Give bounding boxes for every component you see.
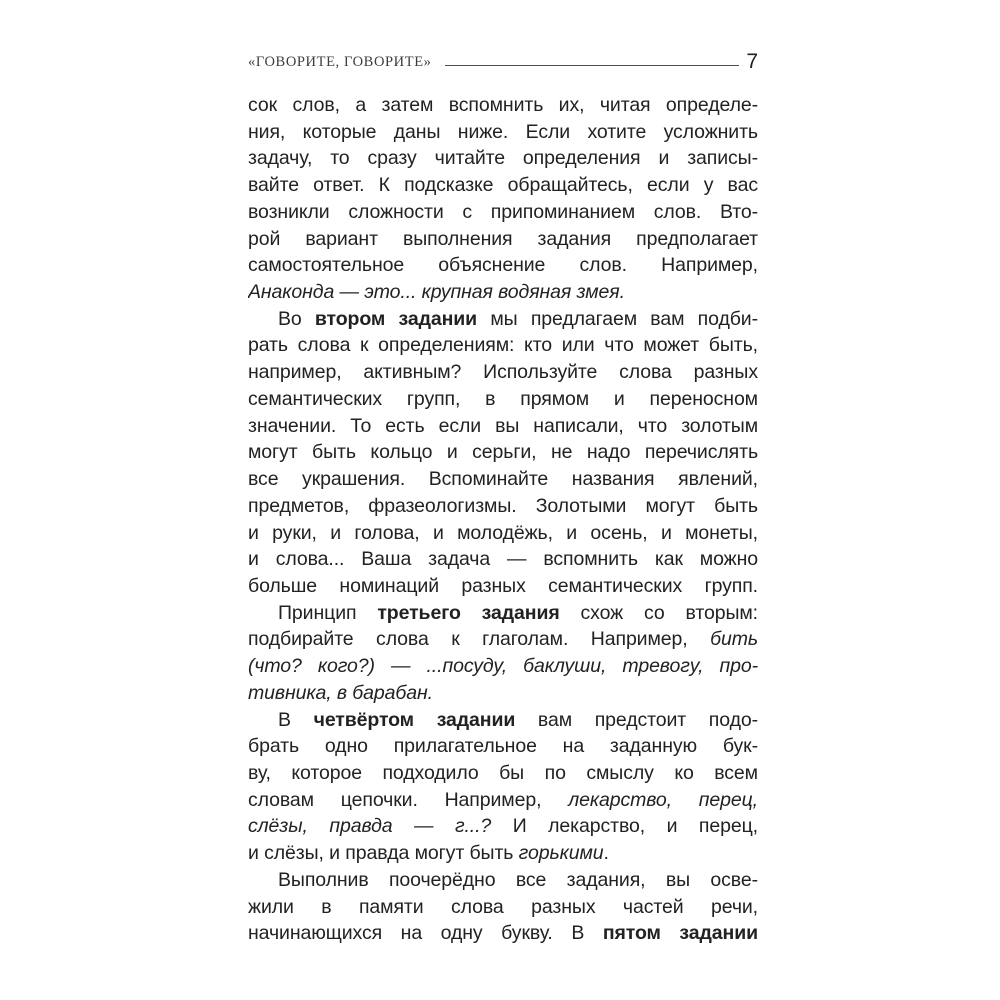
- text-line: рать слова к определениям: кто или что может быть,: [248, 334, 758, 357]
- text-line: например, активным? Используйте слова разных: [248, 361, 758, 384]
- page-number: 7: [746, 50, 758, 73]
- header-rule: [445, 65, 740, 66]
- paragraph: [248, 92, 758, 306]
- text-line: Во втором задании мы предлагаем вам подби-: [278, 307, 758, 330]
- text-line: Анаконда — это... крупная водяная змея.: [248, 281, 625, 304]
- text-line: и слёзы, и правда могут быть горькими.: [248, 842, 609, 865]
- running-header: [248, 50, 758, 72]
- paragraph: [248, 867, 758, 947]
- text-line: все украшения. Вспоминайте названия явлений,: [248, 468, 758, 491]
- text-line: начинающихся на одну букву. В пятом задании: [248, 922, 758, 945]
- text-line: Принцип третьего задания схож со вторым:: [278, 601, 758, 624]
- text-line: возникли сложности с припоминанием слов. Вто-: [248, 200, 758, 223]
- text-line: тивника, в барабан.: [248, 681, 433, 704]
- text-line: значении. То есть если вы написали, что золотым: [248, 414, 758, 437]
- text-line: ву, которое подходило бы по смыслу ко всем: [248, 761, 758, 784]
- text-line: и слова... Ваша задача — вспомнить как можно: [248, 548, 758, 571]
- text-line: рой вариант выполнения задания предполагает: [248, 227, 758, 250]
- text-line: (что? кого?) — ...посуду, баклуши, тревогу, про-: [248, 655, 758, 678]
- text-line: В четвёртом задании вам предстоит подо-: [278, 708, 758, 731]
- text-line: ния, которые даны ниже. Если хотите усложнить: [248, 120, 758, 143]
- text-line: словам цепочки. Например, лекарство, перец,: [248, 788, 758, 811]
- text-line: могут быть кольцо и серьги, не надо перечислять: [248, 441, 758, 464]
- text-line: жили в памяти слова разных частей речи,: [248, 895, 758, 918]
- paragraph: [248, 306, 758, 600]
- text-line: подбирайте слова к глаголам. Например, бить: [248, 628, 758, 651]
- text-line: слёзы, правда — г...? И лекарство, и перец,: [248, 815, 758, 838]
- paragraph: [248, 600, 758, 707]
- text-line: брать одно прилагательное на заданную бук-: [248, 735, 758, 758]
- text-line: сок слов, а затем вспомнить их, читая определе-: [248, 94, 758, 116]
- text-line: самостоятельное объяснение слов. Например,: [248, 254, 758, 277]
- text-line: и руки, и голова, и молодёжь, и осень, и монеты,: [248, 521, 758, 544]
- body-text: [248, 92, 758, 947]
- text-line: больше номинаций разных семантических групп.: [248, 574, 758, 597]
- text-line: предметов, фразеологизмы. Золотыми могут быть: [248, 494, 758, 517]
- paragraph: [248, 707, 758, 867]
- text-line: семантических групп, в прямом и переносном: [248, 387, 758, 410]
- text-line: вайте ответ. К подсказке обращайтесь, если у вас: [248, 174, 758, 197]
- running-title: «ГОВОРИТЕ, ГОВОРИТЕ»: [248, 54, 432, 70]
- text-line: Выполнив поочерёдно все задания, вы осве-: [278, 868, 758, 891]
- text-line: задачу, то сразу читайте определения и записы-: [248, 147, 758, 170]
- page-container: [248, 0, 758, 947]
